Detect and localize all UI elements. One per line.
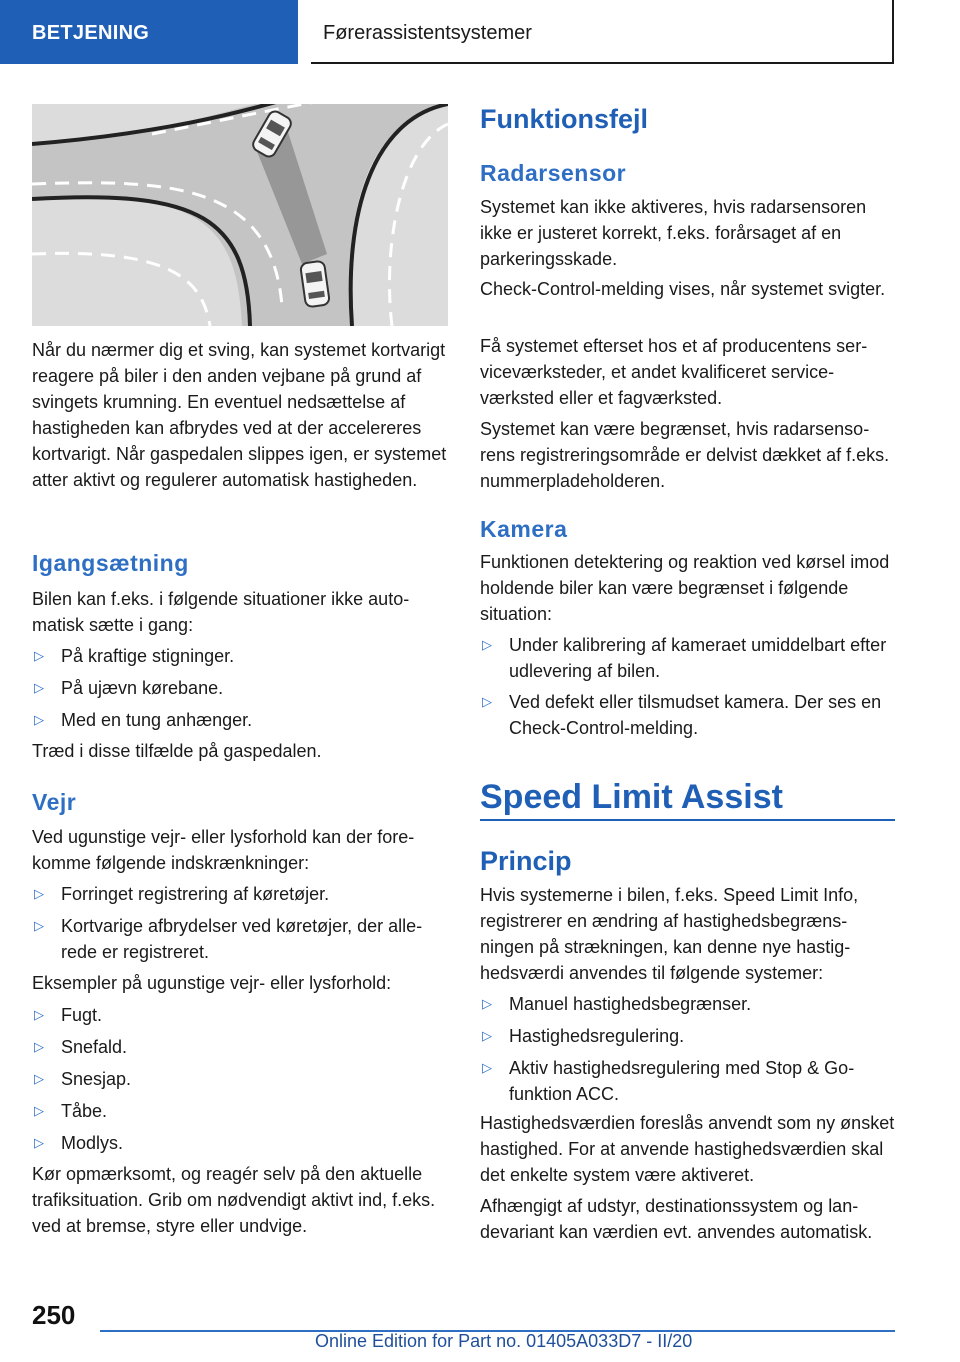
triangle-bullet-icon: ▷ xyxy=(34,648,44,663)
triangle-bullet-icon: ▷ xyxy=(34,1039,44,1054)
heading-igangsaetning: Igangsætning xyxy=(32,550,189,576)
header-section-tab xyxy=(0,0,298,64)
list-item: ▷ Med en tung anhænger. xyxy=(32,707,448,733)
triangle-bullet-icon: ▷ xyxy=(482,996,492,1011)
radar-p4: Systemet kan være begrænset, hvis radarsensorens registreringsområde er delvist dækket af f.eks. nummerpladeholderen. xyxy=(480,419,890,491)
intro-paragraph: Når du nærmer dig et sving, kan systemet kortvarigt reagere på biler i den anden vejbane på grund af svingets krumning. En eventuel nedsættelse af hastigheden kan afbrydes ved at der accelereres kortvarigt. Når gaspedalen slippes igen, er systemet atter aktivt og regulerer automatisk hastigheden. xyxy=(32,340,447,490)
princip-p3: Afhængigt af udstyr, destinationssystem og landevariant kan værdien evt. anvendes automatisk. xyxy=(480,1196,873,1242)
list-item: ▷ Kortvarige afbrydelser ved køretøjer, der allerede er registreret. xyxy=(32,913,448,965)
list-item: ▷ Ved defekt eller tilsmudset kamera. Der ses en Check-Control-melding. xyxy=(480,689,895,741)
radar-p1: Systemet kan ikke aktiveres, hvis radarsensoren ikke er justeret korrekt, f.eks. forårsaget af en parkeringsskade. xyxy=(480,197,867,269)
list-item: ▷ Snefald. xyxy=(32,1034,448,1060)
vejr-text: Ved ugunstige vejr- eller lysforhold kan der forekomme følgende indskrænkninger: xyxy=(32,827,415,873)
princip-p1: Hvis systemerne i bilen, f.eks. Speed Limit Info, registrerer en ændring af hastighedsbegrænsningen på strækningen, kan denne nye hastighedsværdi anvendes til følgende systemer: xyxy=(480,885,859,983)
heading-funktionsfejl: Funktionsfejl xyxy=(480,104,648,134)
page-number: 250 xyxy=(32,1300,76,1330)
list-item: ▷ Fugt. xyxy=(32,1002,448,1028)
list-item: ▷ Aktiv hastighedsregulering med Stop & Go-funktion ACC. xyxy=(480,1055,895,1107)
triangle-bullet-icon: ▷ xyxy=(482,637,492,652)
radar-p3: Få systemet efterset hos et af producentens serviceværksteder, et andet kvalificeret serviceværksted eller et fagværksted. xyxy=(480,336,868,408)
triangle-bullet-icon: ▷ xyxy=(482,1028,492,1043)
igang-text: Bilen kan f.eks. i følgende situationer ikke automatisk sætte i gang: xyxy=(32,589,410,635)
vejr-examples: Eksempler på ugunstige vejr- eller lysforhold: xyxy=(32,973,392,993)
heading-underline xyxy=(480,819,895,821)
triangle-bullet-icon: ▷ xyxy=(34,1071,44,1086)
triangle-bullet-icon: ▷ xyxy=(34,886,44,901)
vejr-after: Kør opmærksomt, og reagér selv på den aktuelle trafiksituation. Grib om nødvendigt aktivt ind, f.eks. ved at bremse, styre eller undvige. xyxy=(32,1164,436,1236)
triangle-bullet-icon: ▷ xyxy=(34,918,44,933)
list-item: ▷ Under kalibrering af kameraet umiddelbart efter udlevering af bilen. xyxy=(480,632,895,684)
list-item: ▷ På kraftige stigninger. xyxy=(32,643,448,669)
list-item: ▷ Manuel hastighedsbegrænser. xyxy=(480,991,895,1017)
header-chapter: Førerassistentsystemer xyxy=(323,22,532,44)
igang-after: Træd i disse tilfælde på gaspedalen. xyxy=(32,741,322,761)
list-item: ▷ Snesjap. xyxy=(32,1066,448,1092)
list-item: ▷ Tåbe. xyxy=(32,1098,448,1124)
curve-road-illustration xyxy=(32,104,448,326)
heading-speed-limit-assist: Speed Limit Assist xyxy=(480,778,783,816)
triangle-bullet-icon: ▷ xyxy=(34,680,44,695)
triangle-bullet-icon: ▷ xyxy=(34,712,44,727)
triangle-bullet-icon: ▷ xyxy=(34,1103,44,1118)
triangle-bullet-icon: ▷ xyxy=(34,1007,44,1022)
list-item: ▷ Hastighedsregulering. xyxy=(480,1023,895,1049)
triangle-bullet-icon: ▷ xyxy=(482,694,492,709)
footer-edition: Online Edition for Part no. 01405A033D7 - II/20 xyxy=(315,1331,693,1351)
list-item: ▷ Modlys. xyxy=(32,1130,448,1156)
heading-radarsensor: Radarsensor xyxy=(480,160,627,186)
list-item: ▷ Forringet registrering af køretøjer. xyxy=(32,881,448,907)
triangle-bullet-icon: ▷ xyxy=(34,1135,44,1150)
radar-p2: Check-Control-melding vises, når systemet svigter. xyxy=(480,279,886,299)
kamera-p1: Funktionen detektering og reaktion ved kørsel imod holdende biler kan være begrænset i følgende situation: xyxy=(480,552,890,624)
heading-kamera: Kamera xyxy=(480,516,568,542)
princip-p2: Hastighedsværdien foreslås anvendt som ny ønsket hastighed. For at anvende hastighedsværdien skal det enkelte system være aktiveret. xyxy=(480,1113,895,1185)
triangle-bullet-icon: ▷ xyxy=(482,1060,492,1075)
heading-princip: Princip xyxy=(480,846,572,876)
header-chapter-box xyxy=(311,0,894,64)
heading-vejr: Vejr xyxy=(32,789,77,815)
header-section: BETJENING xyxy=(32,22,150,44)
list-item: ▷ På ujævn kørebane. xyxy=(32,675,448,701)
